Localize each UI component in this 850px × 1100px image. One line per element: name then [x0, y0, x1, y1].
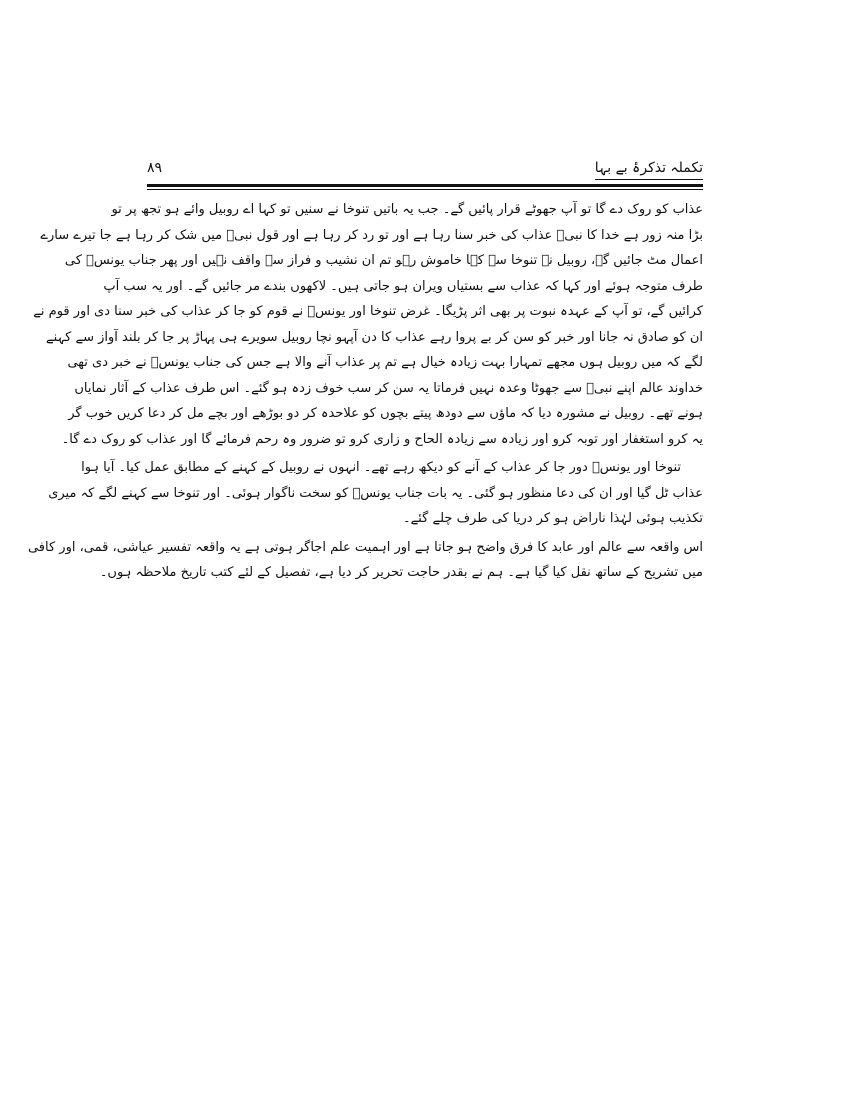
text-line: بڑا منہ زور ہے خدا کا نبیؑ عذاب کی خبر سنا رہا ہے اور تو رد کر رہا ہے اور قول نبیؑ میں شک کر رہا ہے جا تیرے سارے — [40, 227, 703, 243]
body-text — [27, 197, 703, 586]
header-rule-thin — [147, 189, 703, 190]
paragraph — [33, 197, 703, 452]
text-line: تنوخا اور یونسؑ دور جا کر عذاب کے آنے کو دیکھ رہے تھے۔ انہوں نے روبیل کے کہنے کے مطابق عمل کیا۔ آیا ہوا — [81, 460, 681, 475]
page-header — [147, 158, 703, 182]
text-line: طرف متوجہ ہوئے اور کہا کہ عذاب سے بستیاں ویران ہو جاتی ہیں۔ لاکھوں بندے مر جائیں گے۔ اور یہ سب آپ — [103, 278, 703, 294]
text-line: ان کو صادق نہ جانا اور خبر کو سن کر بے پروا رہے عذاب کا دن آپہو نچا روبیل سویرے ہی پہاڑ پر جا کر بلند آواز سے کہنے — [45, 329, 703, 345]
paragraph — [48, 455, 703, 532]
text-line: اس واقعہ سے عالم اور عابد کا فرق واضح ہو جاتا ہے اور اہمیت علم اجاگر ہوتی ہے یہ واقعہ تفسیر عیاشی، قمی، اور کافی — [27, 539, 703, 555]
text-line: خداوند عالم اپنے نبیؑ سے جھوٹا وعدہ نہیں فرماتا یہ سن کر سب خوف زدہ ہو گئے۔ اس طرف عذاب کے آثار نمایاں — [74, 380, 703, 396]
text-line: لگے کہ میں روبیل ہوں مجھے تمہارا بہت زیادہ خیال ہے تم پر عذاب آنے والا ہے جس کی جناب یونسؑ نے خبر دی تھی — [67, 355, 703, 370]
text-line: عذاب ٹل گیا اور ان کی دعا منظور ہو گئی۔ یہ بات جناب یونسؑ کو سخت ناگوار ہوئی۔ اور تنوخا سے کہنے لگے کہ میری — [48, 485, 703, 501]
running-title-text: تکملہ تذکرۂ بے بہا — [594, 160, 703, 176]
text-line: عذاب کو روک دے گا تو آپ جھوٹے قرار پائیں گے۔ جب یہ باتیں تنوخا نے سنیں تو کہا اے روبیل وائے ہو تجھ پر تو — [111, 202, 703, 217]
text-line: یہ کرو استغفار اور توبہ کرو اور زیادہ سے زیادہ الحاح و زاری کرو تو ضرور وہ رحم فرمائے گا اور عذاب کو روک دے گا۔ — [61, 431, 703, 447]
paragraph — [27, 535, 703, 586]
text-line: ہونے تھے۔ روبیل نے مشورہ دیا کہ ماؤں سے دودھ پیتے بچوں کو علاحدہ کر دو بوڑھے اور بچے مل کر دعا کریں خوب گر — [68, 406, 703, 421]
text-line: میں تشریح کے ساتھ نقل کیا گیا ہے۔ ہم نے بقدر حاجت تحریر کر دیا ہے، تفصیل کے لئے کتب تاریخ ملاحظہ ہوں۔ — [99, 565, 703, 580]
page-number: ۸۹ — [147, 160, 163, 176]
text-line: تکذیب ہوئی لہٰذا ناراض ہو کر دریا کی طرف چلے گئے۔ — [403, 511, 703, 526]
header-rule-thick — [147, 184, 703, 187]
text-line: اعمال مٹ جائیں گے، روبیل نے تنوخا سے کہا خاموش رہو تم ان نشیب و فراز سے واقف نہیں اور پھر جناب یونسؑ کی — [64, 253, 703, 268]
text-line: کرائیں گے، تو آپ کے عہدہ نبوت پر بھی اثر پڑیگا۔ غرض تنوخا اور یونسؑ نے قوم کو جا کر عذاب کی خبر سنا دی اور قوم نے — [33, 304, 703, 319]
running-title — [595, 158, 703, 178]
running-title-underline — [595, 179, 703, 180]
